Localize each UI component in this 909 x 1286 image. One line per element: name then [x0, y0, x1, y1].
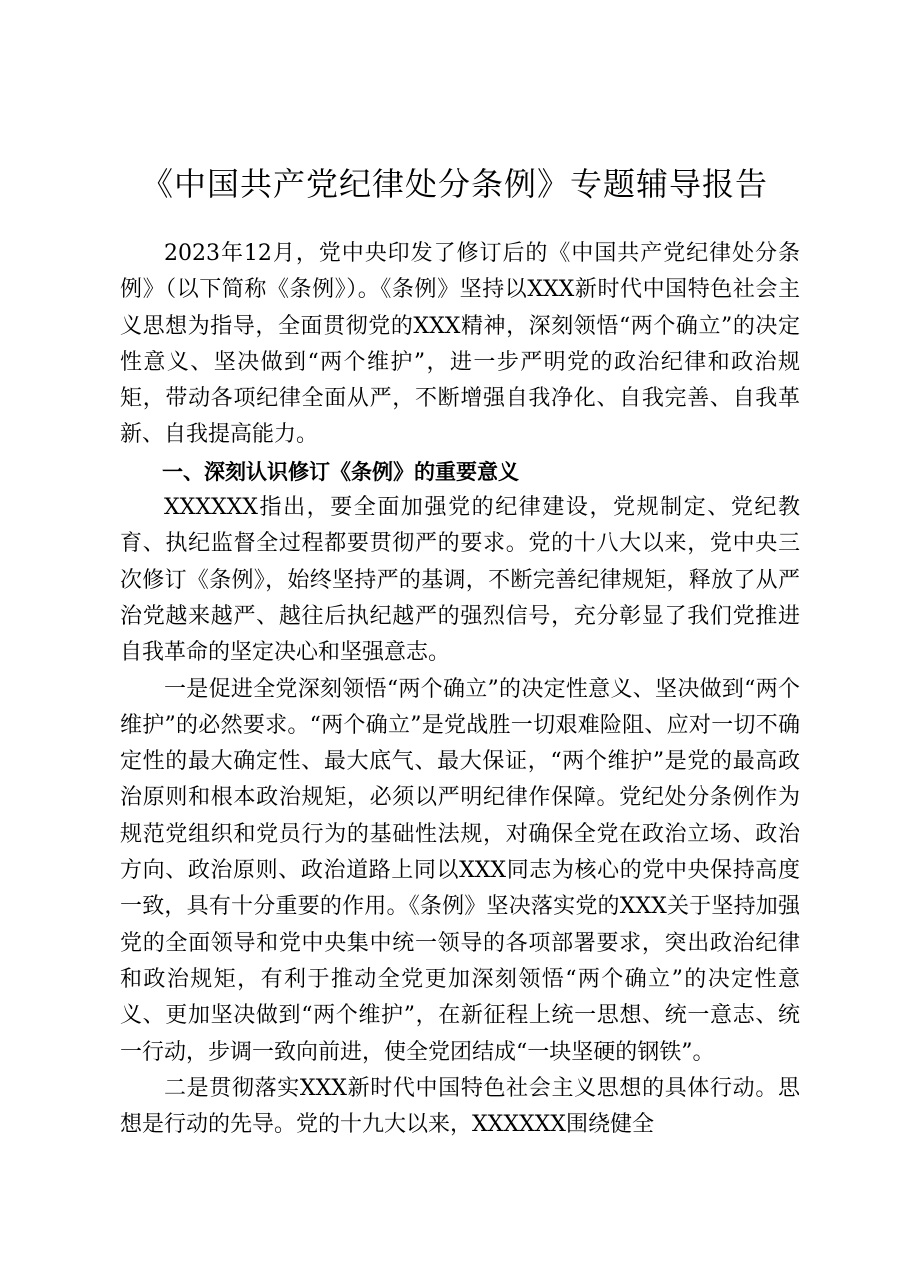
section-heading-1: 一、深刻认识修订《条例》的重要意义 — [162, 459, 519, 484]
body-paragraph-3: 二是贯彻落实XXX新时代中国特色社会主义思想的具体行动。思想是行动的先导。党的十九大以来，XXXXXX围绕健全 — [120, 1075, 800, 1138]
body-paragraph-1: XXXXXX指出，要全面加强党的纪律建设，党规制定、党纪教育、执纪监督全过程都要贯彻严的要求。党的十八大以来，党中央三次修订《条例》，始终坚持严的基调，不断完善纪律规矩，释放了从严治党越来越严、越往后执纪越严的强烈信号，充分彰显了我们党推进自我革命的坚定决心和坚强意志。 — [120, 495, 800, 666]
document-title: 《中国共产党纪律处分条例》专题辅导报告 — [140, 165, 768, 203]
document-body — [120, 236, 800, 1143]
body-paragraph-2: 一是促进全党深刻领悟“两个确立”的决定性意义、坚决做到“两个维护”的必然要求。“两个确立”是党战胜一切艰难险阻、应对一切不确定性的最大确定性、最大底气、最大保证，“两个维护”是党的最高政治原则和根本政治规矩，必须以严明纪律作保障。党纪处分条例作为规范党组织和党员行为的基础性法规，对确保全党在政治立场、政治方向、政治原则、政治道路上同以XXX同志为核心的党中央保持高度一致，具有十分重要的作用。《条例》坚决落实党的XXX关于坚持加强党的全面领导和党中央集中统一领导的各项部署要求，突出政治纪律和政治规矩，有利于推动全党更加深刻领悟“两个确立”的决定性意义、更加坚决做到“两个维护”，在新征程上统一思想、统一意志、统一行动，步调一致向前进，使全党团结成“一块坚硬的钢铁”。 — [120, 676, 800, 1065]
intro-paragraph: 2023年12月，党中央印发了修订后的《中国共产党纪律处分条例》（以下简称《条例》）。《条例》坚持以XXX新时代中国特色社会主义思想为指导，全面贯彻党的XXX精神，深刻领悟“两个确立”的决定性意义、坚决做到“两个维护”，进一步严明党的政治纪律和政治规矩，带动各项纪律全面从严，不断增强自我净化、自我完善、自我革新、自我提高能力。 — [120, 241, 800, 448]
